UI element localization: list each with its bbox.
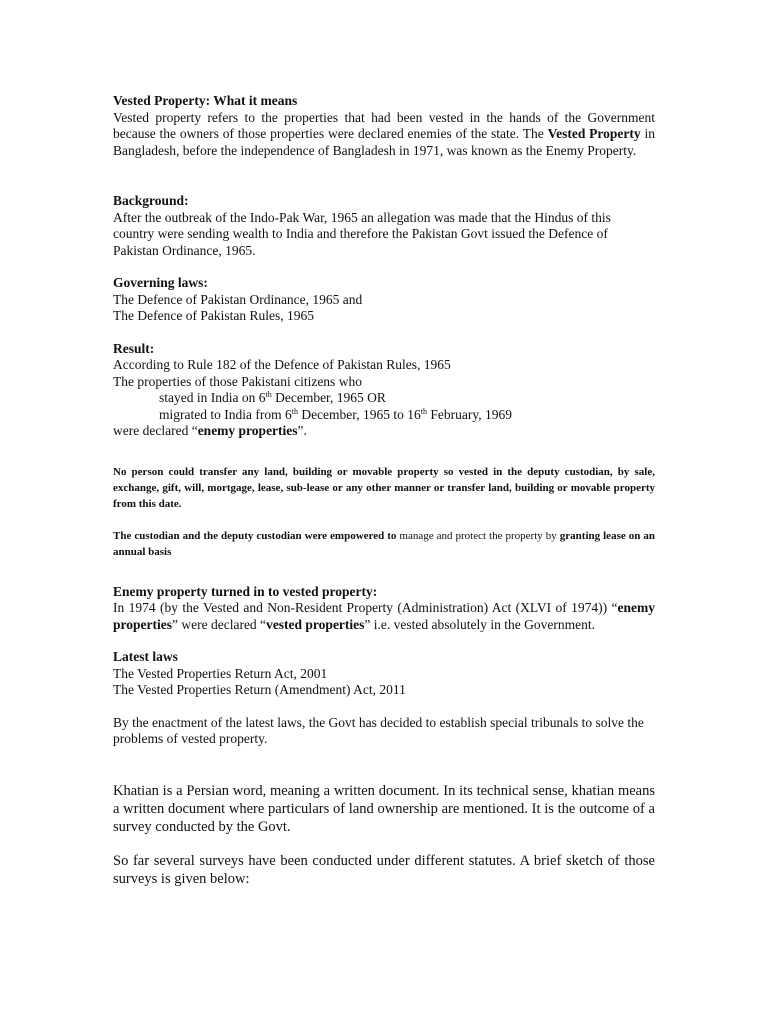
superscript: th <box>265 390 272 399</box>
text-run: February, 1969 <box>427 406 512 422</box>
enemy-turned-paragraph <box>113 600 655 633</box>
result-line: According to Rule 182 of the Defence of Pakistan Rules, 1965 <box>113 357 451 372</box>
latest-laws-paragraph: By the enactment of the latest laws, the Govt has decided to establish special tribunals to solve the problems of vested property. <box>113 714 644 746</box>
bold-term: vested properties <box>266 616 365 632</box>
latest-law-line: The Vested Properties Return Act, 2001 <box>113 665 328 681</box>
result-line: The properties of those Pakistani citizens who <box>113 373 362 389</box>
surveys-paragraph: So far several surveys have been conducted under different statutes. A brief sketch of those surveys is given below: <box>113 852 655 887</box>
text-run: in Bangladesh, before the independence of Bangladesh in 1971, was known as the Enemy Property. <box>113 126 655 158</box>
text-run: ” i.e. vested absolutely in the Government. <box>364 616 595 632</box>
section-heading-enemy-turned-vested: Enemy property turned in to vested property: <box>113 583 378 599</box>
document-page <box>113 93 655 888</box>
text-run: December, 1965 OR <box>271 390 386 405</box>
bold-term: Vested Property <box>547 126 641 141</box>
section-heading-governing-laws: Governing laws: <box>113 275 208 290</box>
bold-run: The custodian and the deputy custodian were empowered to <box>113 529 397 542</box>
text-run: In 1974 (by the Vested and Non-Resident Property (Administration) Act (XLVI of 1974)) “ <box>113 600 618 615</box>
section-heading-result: Result: <box>113 340 155 356</box>
result-declared-line <box>113 423 655 440</box>
bold-term: enemy properties <box>113 600 655 632</box>
result-condition-stayed <box>113 390 655 407</box>
governing-law-line: The Defence of Pakistan Rules, 1965 <box>113 308 314 323</box>
text-run: ” were declared “ <box>172 616 267 632</box>
latest-law-line: The Vested Properties Return (Amendment) Act, 2011 <box>113 682 406 697</box>
section-heading-background: Background: <box>113 193 189 208</box>
khatian-paragraph: Khatian is a Persian word, meaning a written document. In its technical sense, khatian means a written document where particulars of land ownership are mentioned. It is the outcome of a survey conducted by the Govt. <box>113 782 655 835</box>
background-paragraph: After the outbreak of the Indo-Pak War, 1965 an allegation was made that the Hindus of this country were sending wealth to India and therefore the Pakistan Govt issued the Defence of Pakistan Ordinance, 1965. <box>113 209 611 258</box>
text-run: stayed in India on 6 <box>159 390 266 405</box>
bold-term: enemy properties <box>197 423 298 438</box>
text-run: December, 1965 to 16 <box>297 406 421 422</box>
text-run: migrated to India from 6 <box>159 406 292 422</box>
vested-property-paragraph <box>113 110 655 160</box>
text-run: were declared “ <box>113 423 198 438</box>
text-run: manage and protect the property by <box>396 529 560 542</box>
result-condition-migrated <box>113 407 655 424</box>
text-run: Vested property refers to the properties that had been vested in the hands of the Government because the owners of those properties were declared enemies of the state. The <box>113 109 655 141</box>
superscript: th <box>420 406 427 416</box>
transfer-restriction-paragraph: No person could transfer any land, building or movable property so vested in the deputy custodian, by sale, exchange, gift, will, mortgage, lease, sub-lease or any other manner or transfer land, building or movable property from this date. <box>113 465 655 510</box>
custodian-paragraph <box>113 528 655 560</box>
governing-law-line: The Defence of Pakistan Ordinance, 1965 and <box>113 291 363 307</box>
text-run: ”. <box>297 423 307 438</box>
section-heading-latest-laws: Latest laws <box>113 649 178 664</box>
superscript: th <box>291 406 298 416</box>
bold-run: granting lease on an annual basis <box>113 529 655 558</box>
section-heading-vested-property: Vested Property: What it means <box>113 93 298 108</box>
